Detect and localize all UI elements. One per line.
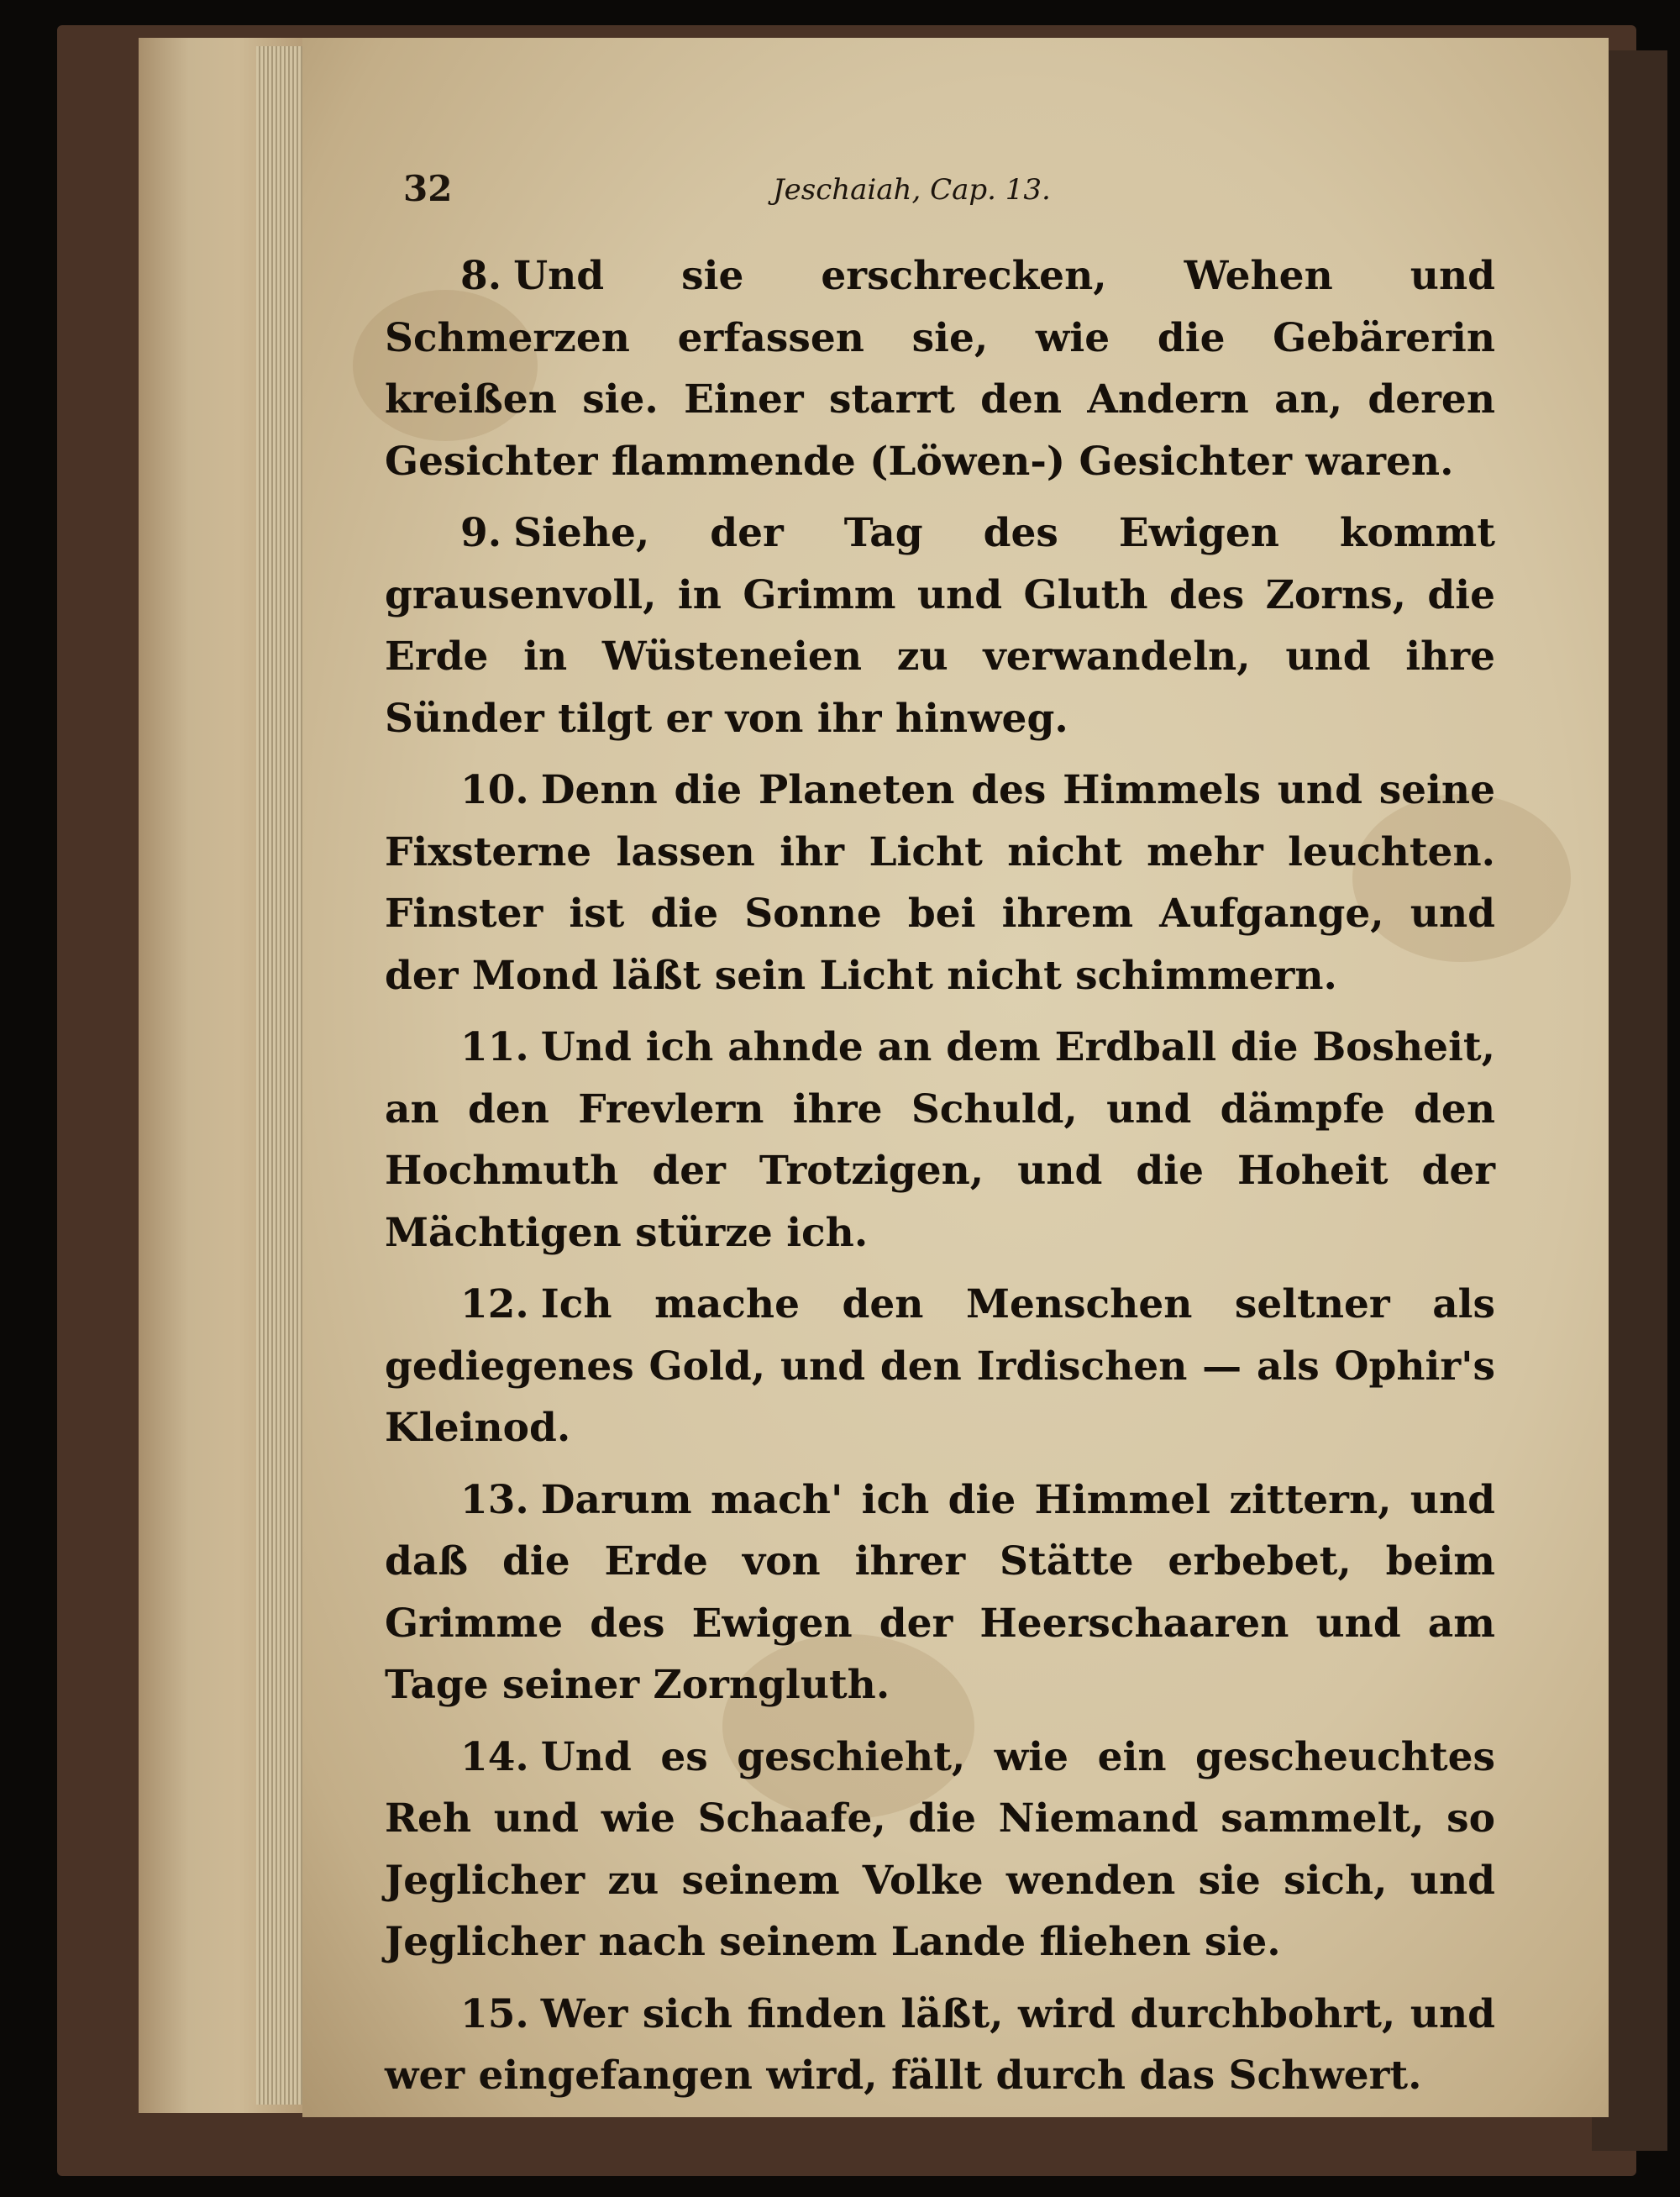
verse-text: Ich mache den Menschen seltner als gediegenes Gold, und den Irdischen — als Ophir's Kleinod.: [385, 1281, 1495, 1451]
verse: [385, 759, 1495, 1007]
verse-text: Und es geschieht, wie ein gescheuchtes Reh und wie Schaafe, die Niemand sammelt, so Jeglicher zu seinem Volke wenden sie sich, und Jeglicher nach seinem Lande fliehen sie.: [385, 1733, 1495, 1965]
page-number: 32: [403, 168, 453, 209]
verse-number: 12.: [460, 1281, 529, 1327]
page-header: [403, 168, 1512, 218]
verse-number: 15.: [460, 1990, 529, 2037]
verse: [385, 1984, 1495, 2107]
verse-number: 13.: [460, 1476, 529, 1523]
verse: [385, 1727, 1495, 1974]
verse: [385, 1274, 1495, 1459]
body-text: [385, 245, 1495, 2117]
verse-text: Denn die Planeten des Himmels und seine Fixsterne lassen ihr Licht nicht mehr leuchten. Finster ist die Sonne bei ihrem Aufgange, und der Mond läßt sein Licht nicht schimmern.: [385, 767, 1495, 999]
running-head: Jeschaiah, Cap. 13.: [773, 173, 1051, 207]
verse: [385, 1469, 1495, 1716]
verse-number: 9.: [460, 510, 502, 556]
verse: [385, 1017, 1495, 1264]
verse-text: Darum mach' ich die Himmel zittern, und daß die Erde von ihrer Stätte erbebet, beim Grimme des Ewigen der Heerschaaren und am Tage seiner Zorngluth.: [385, 1476, 1495, 1708]
verse-text: Und sie erschrecken, Wehen und Schmerzen erfassen sie, wie die Gebärerin kreißen sie. Einer starrt den Andern an, deren Gesichter flammende (Löwen-) Gesichter waren.: [385, 253, 1495, 485]
verse-text: Und ich ahnde an dem Erdball die Bosheit, an den Frevlern ihre Schuld, und dämpfe den Hochmuth der Trotzigen, und die Hoheit der Mächtigen stürze ich.: [385, 1024, 1495, 1256]
verse-text: Siehe, der Tag des Ewigen kommt grausenvoll, in Grimm und Gluth des Zorns, die Erde in Wüsteneien zu verwandeln, und ihre Sünder tilgt er von ihr hinweg.: [385, 510, 1495, 742]
verse-number: 14.: [460, 1733, 529, 1780]
verse-number: 11.: [460, 1024, 529, 1070]
verse-text: Wer sich finden läßt, wird durchbohrt, und wer eingefangen wird, fällt durch das Schwert.: [385, 1990, 1495, 2099]
verse: [385, 245, 1495, 492]
verse-number: 8.: [460, 253, 502, 299]
verse-number: 10.: [460, 767, 529, 813]
verse: [385, 502, 1495, 749]
